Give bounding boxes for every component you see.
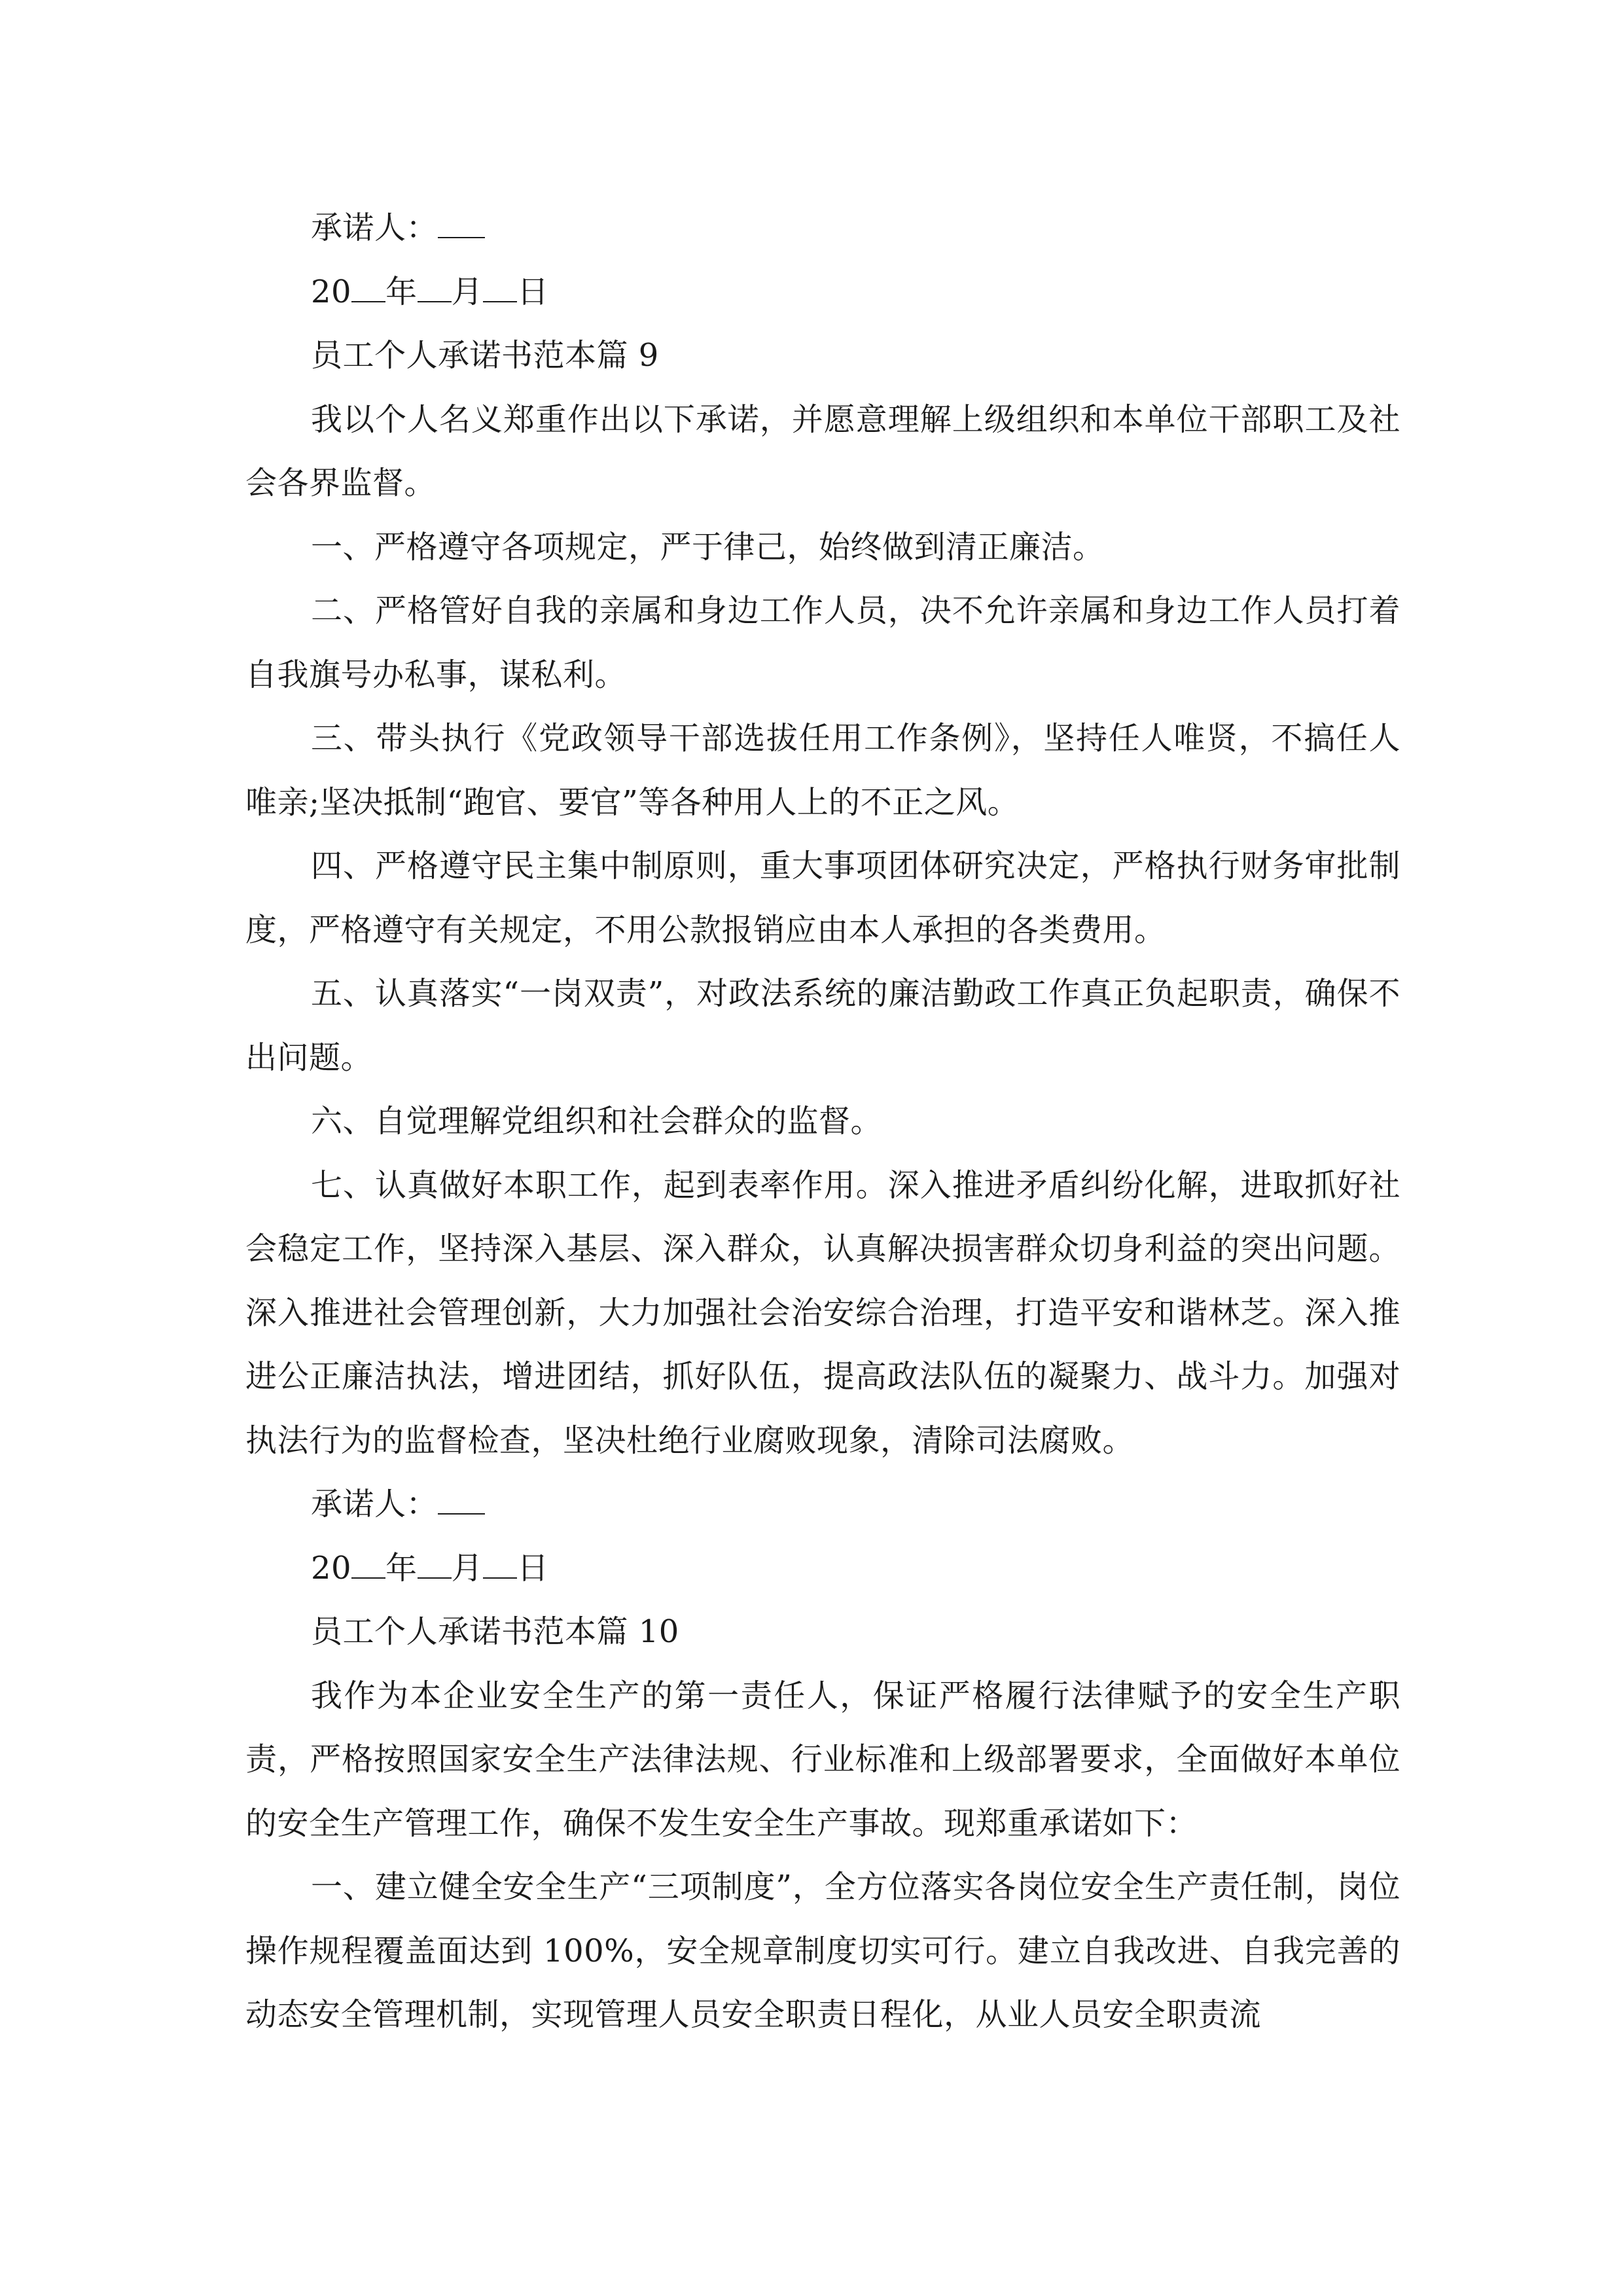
paragraph: 四、严格遵守民主集中制原则，重大事项团体研究决定，严格执行财务审批制度，严格遵守有关规定，不用公款报销应由本人承担的各类费用。 (245, 848, 1400, 948)
paragraph: 我以个人名义郑重作出以下承诺，并愿意理解上级组织和本单位干部职工及社会各界监督。 (245, 401, 1400, 501)
signature-label: 承诺人： (311, 1486, 438, 1522)
signature-blank (438, 1484, 485, 1515)
date-year-blank (351, 1549, 385, 1579)
date-year-label: 年 (385, 1549, 418, 1587)
date-month-blank (418, 1549, 452, 1579)
signature-line (245, 196, 1400, 260)
signature-blank (438, 208, 485, 238)
date-day-blank (483, 272, 517, 302)
paragraph: 七、认真做好本职工作，起到表率作用。深入推进矛盾纠纷化解，进取抓好社会稳定工作，坚持深入基层、深入群众，认真解决损害群众切身利益的突出问题。深入推进社会管理创新，大力加强社会治安综合治理，打造平安和谐林芝。深入推进公正廉洁执法，增进团结，抓好队伍，提高政法队伍的凝聚力、战斗力。加强对执法行为的监督检查，坚决杜绝行业腐败现象，清除司法腐败。 (245, 1166, 1400, 1459)
signature-line (245, 1473, 1400, 1537)
date-line (245, 1537, 1400, 1601)
date-year-label: 年 (385, 273, 418, 310)
paragraph: 三、带头执行《党政领导干部选拔任用工作条例》，坚持任人唯贤，不搞任人唯亲;坚决抵制“跑官、要官”等各种用人上的不正之风。 (245, 720, 1400, 821)
date-day-label: 日 (517, 1549, 549, 1587)
section-heading-9: 员工个人承诺书范本篇 9 (311, 337, 659, 374)
paragraph: 我作为本企业安全生产的第一责任人，保证严格履行法律赋予的安全生产职责，严格按照国家安全生产法律法规、行业标准和上级部署要求，全面做好本单位的安全生产管理工作，确保不发生安全生产事故。现郑重承诺如下： (245, 1677, 1400, 1842)
paragraph: 一、严格遵守各项规定，严于律己，始终做到清正廉洁。 (311, 528, 1105, 565)
date-line (245, 260, 1400, 325)
paragraph: 一、建立健全安全生产“三项制度”，全方位落实各岗位安全生产责任制，岗位操作规程覆盖面达到 100%，安全规章制度切实可行。建立自我改进、自我完善的动态安全管理机制，实现管理人员安全职责日程化，从业人员安全职责流 (245, 1869, 1400, 2033)
section-heading-10: 员工个人承诺书范本篇 10 (311, 1613, 679, 1650)
date-day-label: 日 (517, 273, 549, 310)
date-day-blank (483, 1549, 517, 1579)
paragraph: 五、认真落实“一岗双责”，对政法系统的廉洁勤政工作真正负起职责，确保不出问题。 (245, 975, 1400, 1076)
date-year-blank (351, 272, 385, 302)
date-month-blank (418, 272, 452, 302)
document-body (245, 196, 1400, 2047)
date-month-label: 月 (451, 273, 484, 310)
paragraph: 六、自觉理解党组织和社会群众的监督。 (311, 1103, 883, 1139)
paragraph: 二、严格管好自我的亲属和身边工作人员，决不允许亲属和身边工作人员打着自我旗号办私事，谋私利。 (245, 592, 1400, 693)
date-month-label: 月 (451, 1549, 484, 1587)
signature-label: 承诺人： (311, 209, 438, 246)
date-year-prefix: 20 (311, 1549, 352, 1587)
date-year-prefix: 20 (311, 273, 352, 310)
